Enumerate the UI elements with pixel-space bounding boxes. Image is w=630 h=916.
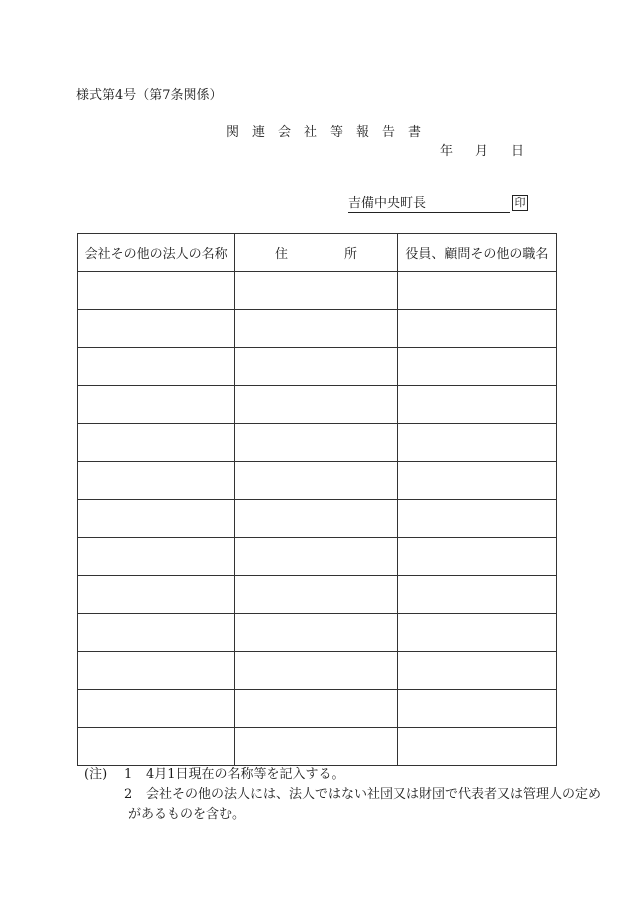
date-month-label: 月 xyxy=(475,144,489,159)
position-cell[interactable] xyxy=(397,310,556,348)
table-row xyxy=(78,614,557,652)
header-company-name: 会社その他の法人の名称 xyxy=(78,234,235,272)
address-cell[interactable] xyxy=(235,272,397,310)
address-cell[interactable] xyxy=(235,462,397,500)
table-row xyxy=(78,576,557,614)
address-cell[interactable] xyxy=(235,538,397,576)
company-name-cell[interactable] xyxy=(78,728,235,766)
note-text-1: 4月1日現在の名称等を記入する。 xyxy=(146,767,345,782)
position-cell[interactable] xyxy=(397,500,556,538)
table-row xyxy=(78,348,557,386)
document-title: 関連会社等報告書 xyxy=(226,125,435,140)
table-row xyxy=(78,462,557,500)
company-name-cell[interactable] xyxy=(78,690,235,728)
date-year-label: 年 xyxy=(440,144,454,159)
position-cell[interactable] xyxy=(397,576,556,614)
table-row xyxy=(78,652,557,690)
position-cell[interactable] xyxy=(397,728,556,766)
company-name-cell[interactable] xyxy=(78,462,235,500)
position-cell[interactable] xyxy=(397,538,556,576)
company-name-cell[interactable] xyxy=(78,576,235,614)
notes-section xyxy=(84,765,601,825)
note-number-2: 2 xyxy=(124,787,133,802)
table-row xyxy=(78,272,557,310)
note-text-2: 会社その他の法人には、法人ではない社団又は財団で代表者又は管理人の定め xyxy=(146,787,602,802)
address-cell[interactable] xyxy=(235,348,397,386)
table-row xyxy=(78,424,557,462)
header-address xyxy=(235,234,397,272)
company-name-cell[interactable] xyxy=(78,272,235,310)
company-name-cell[interactable] xyxy=(78,652,235,690)
address-cell[interactable] xyxy=(235,652,397,690)
table-body xyxy=(78,272,557,766)
company-name-cell[interactable] xyxy=(78,538,235,576)
position-cell[interactable] xyxy=(397,462,556,500)
position-cell[interactable] xyxy=(397,690,556,728)
addressee-row xyxy=(348,196,528,214)
position-cell[interactable] xyxy=(397,424,556,462)
table-row xyxy=(78,310,557,348)
table-row xyxy=(78,690,557,728)
related-company-table xyxy=(77,233,557,766)
address-cell[interactable] xyxy=(235,614,397,652)
position-cell[interactable] xyxy=(397,614,556,652)
company-name-cell[interactable] xyxy=(78,386,235,424)
date-day-label: 日 xyxy=(511,144,525,159)
company-name-cell[interactable] xyxy=(78,614,235,652)
seal-mark: 印 xyxy=(512,195,528,211)
note-item-2-continuation: があるものを含む。 xyxy=(128,807,246,822)
header-address-part2: 所 xyxy=(343,247,357,262)
address-cell[interactable] xyxy=(235,576,397,614)
company-name-cell[interactable] xyxy=(78,500,235,538)
table-row xyxy=(78,538,557,576)
date-line xyxy=(440,140,524,159)
note-item-1 xyxy=(84,765,601,785)
table-row xyxy=(78,386,557,424)
position-cell[interactable] xyxy=(397,386,556,424)
address-cell[interactable] xyxy=(235,424,397,462)
address-cell[interactable] xyxy=(235,500,397,538)
note-number-1: 1 xyxy=(124,767,133,782)
position-cell[interactable] xyxy=(397,272,556,310)
address-cell[interactable] xyxy=(235,690,397,728)
notes-label: (注) xyxy=(84,767,108,782)
company-name-cell[interactable] xyxy=(78,348,235,386)
addressee-name: 吉備中央町長 xyxy=(348,196,510,213)
address-cell[interactable] xyxy=(235,386,397,424)
header-address-part1: 住 xyxy=(274,247,288,262)
note-item-2 xyxy=(84,785,601,805)
address-cell[interactable] xyxy=(235,728,397,766)
table-row xyxy=(78,728,557,766)
company-name-cell[interactable] xyxy=(78,424,235,462)
header-position: 役員、顧問その他の職名 xyxy=(397,234,556,272)
company-name-cell[interactable] xyxy=(78,310,235,348)
form-number: 様式第4号（第7条関係） xyxy=(76,88,223,103)
table-header-row xyxy=(78,234,557,272)
position-cell[interactable] xyxy=(397,348,556,386)
position-cell[interactable] xyxy=(397,652,556,690)
table-row xyxy=(78,500,557,538)
address-cell[interactable] xyxy=(235,310,397,348)
